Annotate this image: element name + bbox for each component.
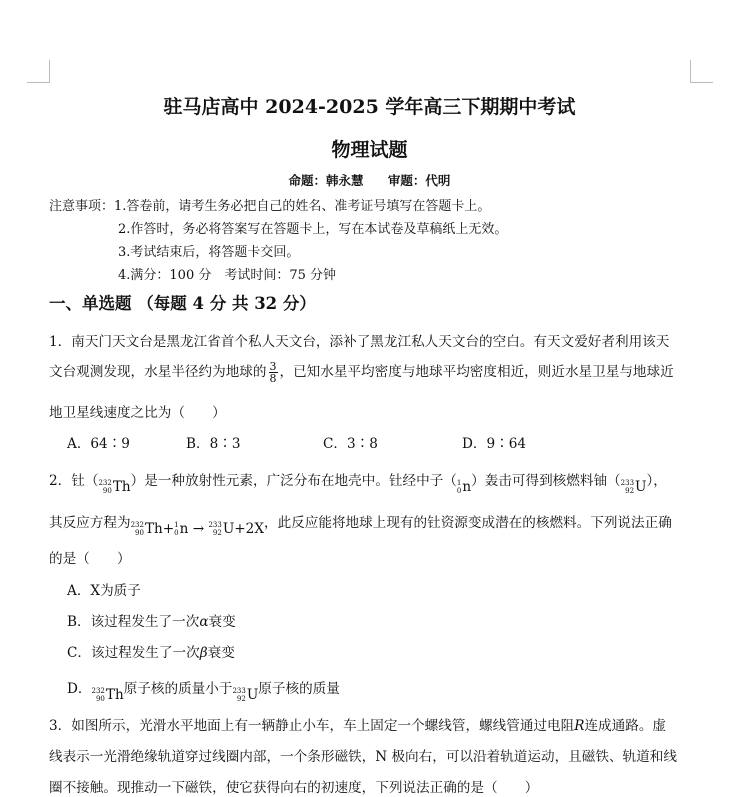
option-d: D．9∶64 bbox=[462, 436, 527, 452]
option-c: C．3∶8 bbox=[323, 436, 378, 452]
question-3-text: 圈不接触。现推动一下磁铁，使它获得向右的初速度，下列说法正确的是（ ） bbox=[49, 780, 539, 796]
option-b: B．该过程发生了一次α衰变 bbox=[67, 614, 236, 630]
thorium-nuclide: 232 90 Th bbox=[98, 479, 131, 495]
notice-item: 4.满分：100 分 考试时间：75 分钟 bbox=[118, 268, 337, 283]
question-1-text: 1．南天门天文台是黑龙江省首个私人天文台，添补了黑龙江私人天文台的空白。有天文爱好者利用该天 bbox=[49, 334, 670, 350]
author-label: 命题：韩永慧 bbox=[288, 173, 364, 188]
question-3-text: 线表示一光滑绝缘轨道穿过线圈内部，一个条形磁铁，N 极向右，可以沿着轨道运动，且磁铁、轨道和线 bbox=[49, 749, 677, 765]
neutron-nuclide: 1 0 n bbox=[456, 479, 472, 495]
option-c: C．该过程发生了一次β衰变 bbox=[67, 645, 235, 661]
question-3-text: 3．如图所示，光滑水平地面上有一辆静止小车，车上固定一个螺线管，螺线管通过电阻R连成通路。虚 bbox=[49, 718, 667, 734]
notice-item: 2.作答时，务必将答案写在答题卡上，写在本试卷及草稿纸上无效。 bbox=[118, 222, 508, 237]
question-2-text: 其反应方程为 232 90 Th + 1 0 n → 233 92 U +2X ，此反应能将地球上现有的钍资源变成潜在的核燃料。下列说法正确 bbox=[49, 515, 672, 537]
option-d: D． 232 90 Th 原子核的质量小于 233 92 U 原子核的质量 bbox=[67, 681, 340, 703]
question-1-text: 地卫星线速度之比为（ ） bbox=[49, 405, 226, 421]
author-line bbox=[0, 171, 739, 189]
exam-title: 驻马店高中 2024-2025 学年高三下期期中考试 bbox=[163, 96, 576, 118]
option-b: B．8∶3 bbox=[186, 436, 241, 452]
reviewer-label: 审题：代明 bbox=[387, 173, 451, 188]
notice-label: 注意事项：1.答卷前，请考生务必把自己的姓名、准考证号填写在答题卡上。 bbox=[49, 199, 491, 214]
option-a: A．64∶9 bbox=[67, 436, 130, 452]
corner-crop-mark bbox=[690, 60, 713, 83]
uranium-nuclide: 233 92 U bbox=[620, 479, 647, 495]
exam-subtitle: 物理试题 bbox=[331, 139, 408, 161]
corner-crop-mark bbox=[27, 60, 50, 83]
question-2-text: 的是（ ） bbox=[49, 551, 131, 567]
question-2-text: 2．钍（ 232 90 Th ）是一种放射性元素，广泛分布在地壳中。钍经中子（ 1 0 n ）轰击可得到核燃料铀（ 233 92 U ）， bbox=[49, 473, 667, 495]
option-a: A．X为质子 bbox=[67, 583, 141, 599]
notice-item: 3.考试结束后，将答题卡交回。 bbox=[118, 245, 300, 260]
fraction: $\frac{3}{8}$ bbox=[269, 360, 277, 385]
section-heading: 一、单选题 （每题 4 分 共 32 分） bbox=[49, 294, 316, 313]
reaction-equation: 232 90 Th + 1 0 n → 233 92 U +2X bbox=[130, 521, 264, 537]
question-1-text: 文台观测发现，水星半径约为地球的 $\frac{3}{8}$ ，已知水星平均密度与地球平均密度相近，则近水星卫星与地球近 bbox=[49, 360, 674, 385]
